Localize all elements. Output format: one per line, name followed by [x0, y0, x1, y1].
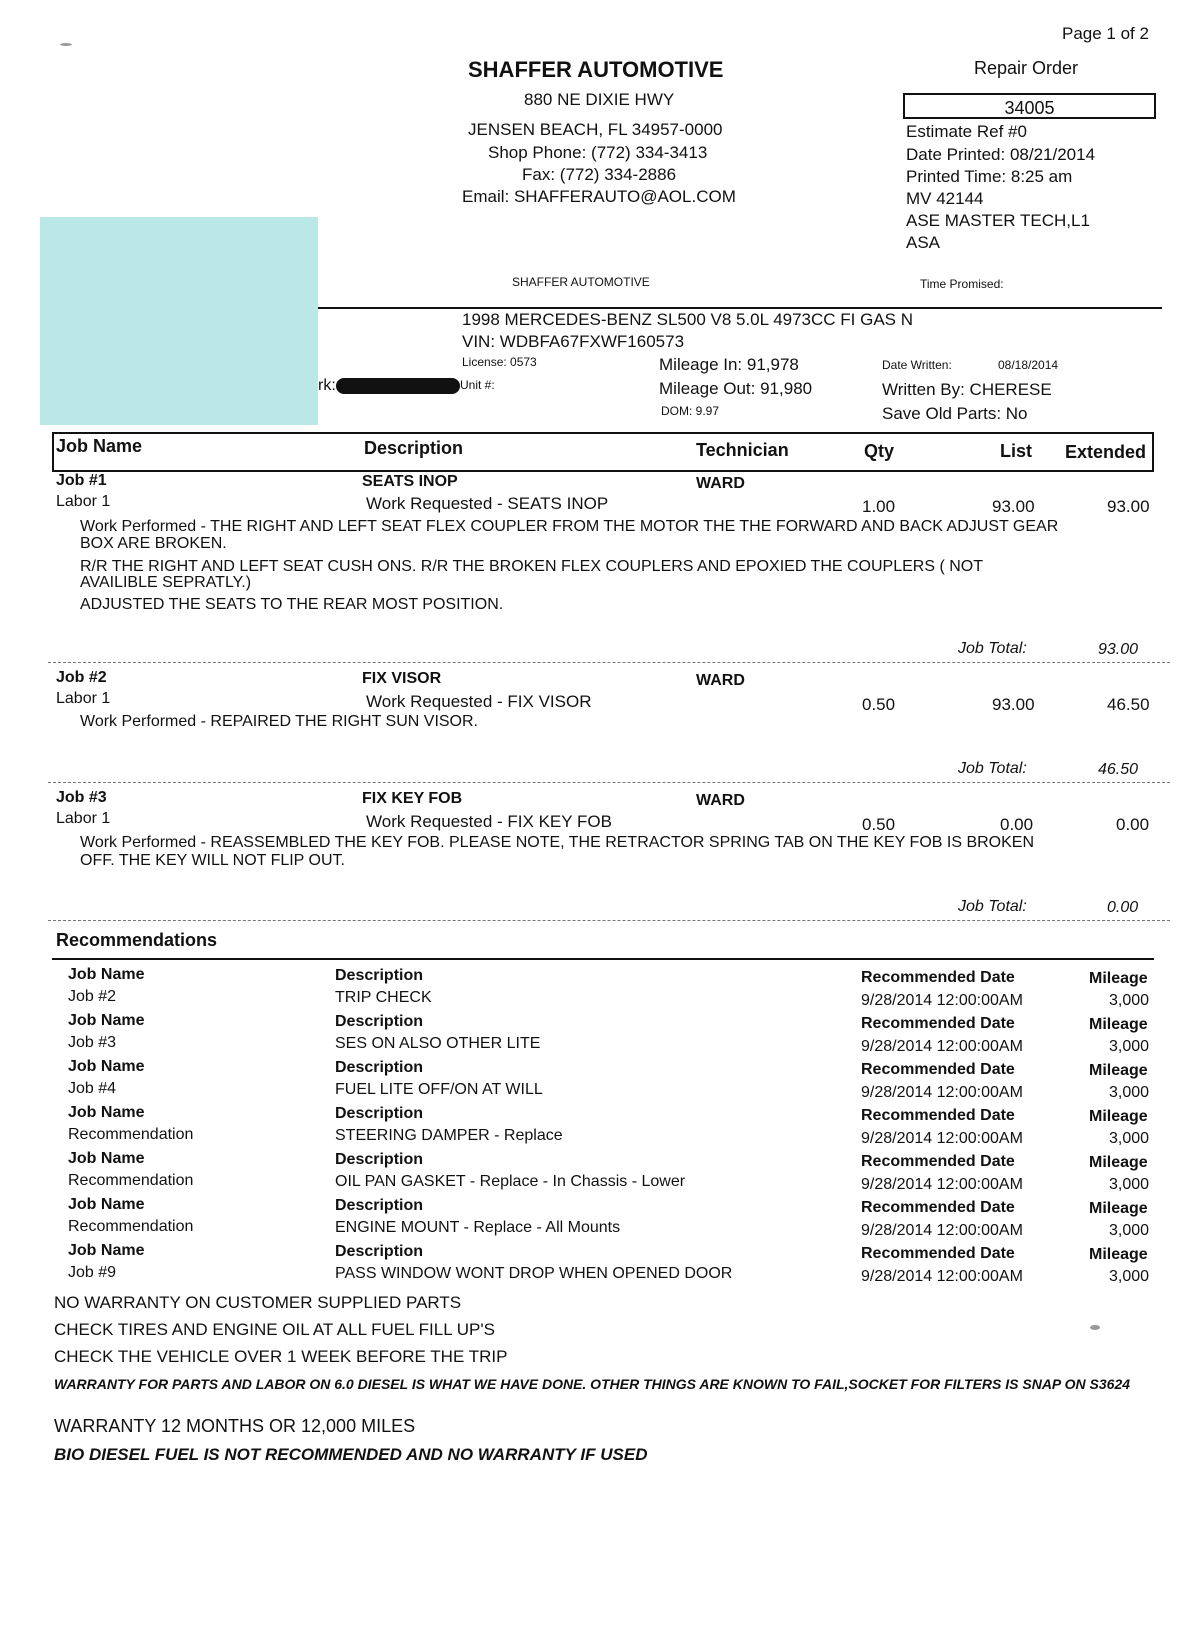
time-promised: Time Promised:: [920, 277, 1004, 291]
rec-header-job-name: Job Name: [68, 1058, 145, 1075]
job-technician: WARD: [696, 475, 745, 492]
rec-header-description: Description: [335, 1197, 424, 1214]
job-separator: [48, 662, 1170, 663]
rec-header-description: Description: [335, 1013, 424, 1030]
scan-speck: [60, 43, 72, 46]
mileage-in: Mileage In: 91,978: [659, 355, 799, 374]
job-title: SEATS INOP: [362, 473, 458, 490]
recommendations-divider: [52, 958, 1154, 960]
job-separator: [48, 782, 1170, 783]
rec-mileage: 3,000: [1109, 1268, 1150, 1285]
job-number: Job #3: [56, 789, 107, 806]
job-list: 0.00: [1000, 815, 1034, 834]
rec-job-name: Job #3: [68, 1034, 117, 1051]
rec-job-name: Job #9: [68, 1264, 117, 1281]
note-check-vehicle: CHECK THE VEHICLE OVER 1 WEEK BEFORE THE TRIP: [54, 1347, 508, 1366]
repair-order-number: 34005: [903, 93, 1156, 119]
rec-date: 9/28/2014 12:00:00AM: [861, 1268, 1023, 1285]
rec-header-date: Recommended Date: [861, 1245, 1015, 1262]
scan-speck: [1090, 1325, 1100, 1330]
job-separator: [48, 920, 1170, 921]
labor-line: Labor 1: [56, 690, 111, 707]
recommendations-title: Recommendations: [56, 930, 218, 950]
rec-description: ENGINE MOUNT - Replace - All Mounts: [335, 1219, 621, 1236]
rec-header-date: Recommended Date: [861, 1153, 1015, 1170]
redaction-box: [40, 217, 318, 425]
job-number: Job #2: [56, 669, 107, 686]
work-phone-prefix: rk:: [318, 377, 336, 394]
mileage-out: Mileage Out: 91,980: [659, 379, 813, 398]
repair-order-title: Repair Order: [974, 58, 1079, 78]
job-technician: WARD: [696, 792, 745, 809]
shop-name-small: SHAFFER AUTOMOTIVE: [512, 275, 650, 289]
date-written-label: Date Written:: [882, 358, 952, 372]
shop-address-line2: JENSEN BEACH, FL 34957-0000: [468, 120, 723, 139]
dom: DOM: 9.97: [661, 404, 720, 418]
tech-certification: ASE MASTER TECH,L1: [906, 211, 1090, 230]
rec-header-mileage: Mileage: [1089, 1108, 1148, 1125]
job-total-value: 93.00: [1098, 641, 1139, 658]
rec-header-mileage: Mileage: [1089, 1016, 1148, 1033]
unit-number: Unit #:: [460, 378, 495, 392]
rec-header-mileage: Mileage: [1089, 1246, 1148, 1263]
rec-header-job-name: Job Name: [68, 1242, 145, 1259]
vehicle-license: License: 0573: [462, 355, 537, 369]
rec-header-job-name: Job Name: [68, 1150, 145, 1167]
shop-fax: Fax: (772) 334-2886: [522, 165, 677, 184]
rec-mileage: 3,000: [1109, 1130, 1150, 1147]
vehicle-description: 1998 MERCEDES-BENZ SL500 V8 5.0L 4973CC FI GAS N: [462, 310, 914, 329]
rec-description: TRIP CHECK: [335, 989, 432, 1006]
save-old-parts: Save Old Parts: No: [882, 404, 1028, 423]
rec-header-job-name: Job Name: [68, 966, 145, 983]
rec-header-date: Recommended Date: [861, 1107, 1015, 1124]
labor-line: Labor 1: [56, 810, 111, 827]
col-list: List: [1000, 441, 1033, 461]
table-header-box: [52, 432, 1154, 472]
work-performed-line: BOX ARE BROKEN.: [80, 535, 227, 552]
asa-label: ASA: [906, 233, 941, 252]
rec-description: FUEL LITE OFF/ON AT WILL: [335, 1081, 543, 1098]
mv-number: MV 42144: [906, 189, 984, 208]
job-title: FIX KEY FOB: [362, 790, 463, 807]
rec-job-name: Recommendation: [68, 1172, 194, 1189]
rec-header-job-name: Job Name: [68, 1104, 145, 1121]
vehicle-vin: VIN: WDBFA67FXWF160573: [462, 332, 685, 351]
col-description: Description: [364, 438, 464, 458]
rec-header-job-name: Job Name: [68, 1196, 145, 1213]
rec-header-description: Description: [335, 1151, 424, 1168]
header-divider: [318, 307, 1162, 309]
job-qty: 0.50: [862, 815, 896, 834]
col-technician: Technician: [696, 440, 789, 460]
rec-description: OIL PAN GASKET - Replace - In Chassis - Lower: [335, 1173, 686, 1190]
job-total-label: Job Total:: [958, 760, 1027, 777]
note-no-warranty: NO WARRANTY ON CUSTOMER SUPPLIED PARTS: [54, 1293, 462, 1312]
rec-date: 9/28/2014 12:00:00AM: [861, 1084, 1023, 1101]
work-performed-line: R/R THE RIGHT AND LEFT SEAT CUSH ONS. R/R THE BROKEN FLEX COUPLERS AND EPOXIED THE COUPLERS ( NOT: [80, 558, 983, 575]
labor-line: Labor 1: [56, 493, 111, 510]
rec-description: STEERING DAMPER - Replace: [335, 1127, 563, 1144]
written-by: Written By: CHERESE: [882, 380, 1052, 399]
rec-date: 9/28/2014 12:00:00AM: [861, 1038, 1023, 1055]
rec-job-name: Job #2: [68, 988, 117, 1005]
rec-header-mileage: Mileage: [1089, 1154, 1148, 1171]
date-written-value: 08/18/2014: [998, 358, 1059, 372]
rec-date: 9/28/2014 12:00:00AM: [861, 1176, 1023, 1193]
work-performed-line: OFF. THE KEY WILL NOT FLIP OUT.: [80, 852, 345, 869]
work-performed-line: Work Performed - REPAIRED THE RIGHT SUN VISOR.: [80, 713, 478, 730]
job-qty: 0.50: [862, 695, 896, 714]
note-warranty-term: WARRANTY 12 MONTHS OR 12,000 MILES: [54, 1416, 416, 1436]
shop-email: Email: SHAFFERAUTO@AOL.COM: [462, 187, 736, 206]
note-diesel-warranty: WARRANTY FOR PARTS AND LABOR ON 6.0 DIESEL IS WHAT WE HAVE DONE. OTHER THINGS ARE KNOWN TO FAIL,SOCKET FOR FILTERS IS SNAP ON S3624: [54, 1376, 1131, 1392]
job-extended: 46.50: [1107, 695, 1150, 714]
page-number: Page 1 of 2: [1062, 24, 1149, 43]
rec-header-date: Recommended Date: [861, 1015, 1015, 1032]
rec-job-name: Recommendation: [68, 1218, 194, 1235]
printed-time: Printed Time: 8:25 am: [906, 167, 1073, 186]
job-total-value: 46.50: [1098, 761, 1139, 778]
rec-mileage: 3,000: [1109, 1038, 1150, 1055]
work-requested: Work Requested - FIX KEY FOB: [366, 812, 612, 831]
job-qty: 1.00: [862, 497, 896, 516]
job-extended: 93.00: [1107, 497, 1150, 516]
rec-mileage: 3,000: [1109, 1222, 1150, 1239]
estimate-ref: Estimate Ref #0: [906, 122, 1027, 141]
work-performed-line: ADJUSTED THE SEATS TO THE REAR MOST POSITION.: [80, 596, 504, 613]
shop-address-line1: 880 NE DIXIE HWY: [524, 90, 675, 109]
rec-header-mileage: Mileage: [1089, 1200, 1148, 1217]
job-list: 93.00: [992, 497, 1035, 516]
job-list: 93.00: [992, 695, 1035, 714]
date-printed: Date Printed: 08/21/2014: [906, 145, 1096, 164]
note-check-tires: CHECK TIRES AND ENGINE OIL AT ALL FUEL FILL UP'S: [54, 1320, 495, 1339]
rec-header-description: Description: [335, 967, 424, 984]
col-extended: Extended: [1065, 442, 1147, 462]
work-requested: Work Requested - SEATS INOP: [366, 494, 609, 513]
col-qty: Qty: [864, 441, 895, 461]
job-total-label: Job Total:: [958, 898, 1027, 915]
rec-date: 9/28/2014 12:00:00AM: [861, 1130, 1023, 1147]
rec-header-date: Recommended Date: [861, 969, 1015, 986]
shop-phone: Shop Phone: (772) 334-3413: [488, 143, 708, 162]
rec-header-mileage: Mileage: [1089, 1062, 1148, 1079]
work-performed-line: Work Performed - REASSEMBLED THE KEY FOB. PLEASE NOTE, THE RETRACTOR SPRING TAB ON THE KEY FOB IS BROKEN: [80, 834, 1035, 851]
job-total-value: 0.00: [1107, 899, 1139, 916]
col-job-name: Job Name: [56, 436, 143, 456]
rec-header-description: Description: [335, 1105, 424, 1122]
rec-description: SES ON ALSO OTHER LITE: [335, 1035, 541, 1052]
rec-header-date: Recommended Date: [861, 1061, 1015, 1078]
rec-description: PASS WINDOW WONT DROP WHEN OPENED DOOR: [335, 1265, 733, 1282]
work-performed-line: Work Performed - THE RIGHT AND LEFT SEAT FLEX COUPLER FROM THE MOTOR THE THE FORWARD AND BACK ADJUST GEAR: [80, 518, 1059, 535]
job-total-label: Job Total:: [958, 640, 1027, 657]
work-requested: Work Requested - FIX VISOR: [366, 692, 592, 711]
rec-header-mileage: Mileage: [1089, 970, 1148, 987]
rec-mileage: 3,000: [1109, 1176, 1150, 1193]
rec-header-description: Description: [335, 1243, 424, 1260]
work-performed-line: AVAILIBLE SEPRATLY.): [80, 574, 252, 591]
job-extended: 0.00: [1116, 815, 1150, 834]
rec-job-name: Job #4: [68, 1080, 117, 1097]
rec-job-name: Recommendation: [68, 1126, 194, 1143]
redacted-phone: [336, 378, 460, 394]
rec-header-date: Recommended Date: [861, 1199, 1015, 1216]
rec-header-description: Description: [335, 1059, 424, 1076]
rec-mileage: 3,000: [1109, 1084, 1150, 1101]
rec-header-job-name: Job Name: [68, 1012, 145, 1029]
note-bio-diesel: BIO DIESEL FUEL IS NOT RECOMMENDED AND NO WARRANTY IF USED: [54, 1445, 648, 1464]
rec-mileage: 3,000: [1109, 992, 1150, 1009]
rec-date: 9/28/2014 12:00:00AM: [861, 992, 1023, 1009]
shop-name: SHAFFER AUTOMOTIVE: [468, 57, 724, 82]
job-title: FIX VISOR: [362, 670, 442, 687]
rec-date: 9/28/2014 12:00:00AM: [861, 1222, 1023, 1239]
job-technician: WARD: [696, 672, 745, 689]
job-number: Job #1: [56, 472, 107, 489]
